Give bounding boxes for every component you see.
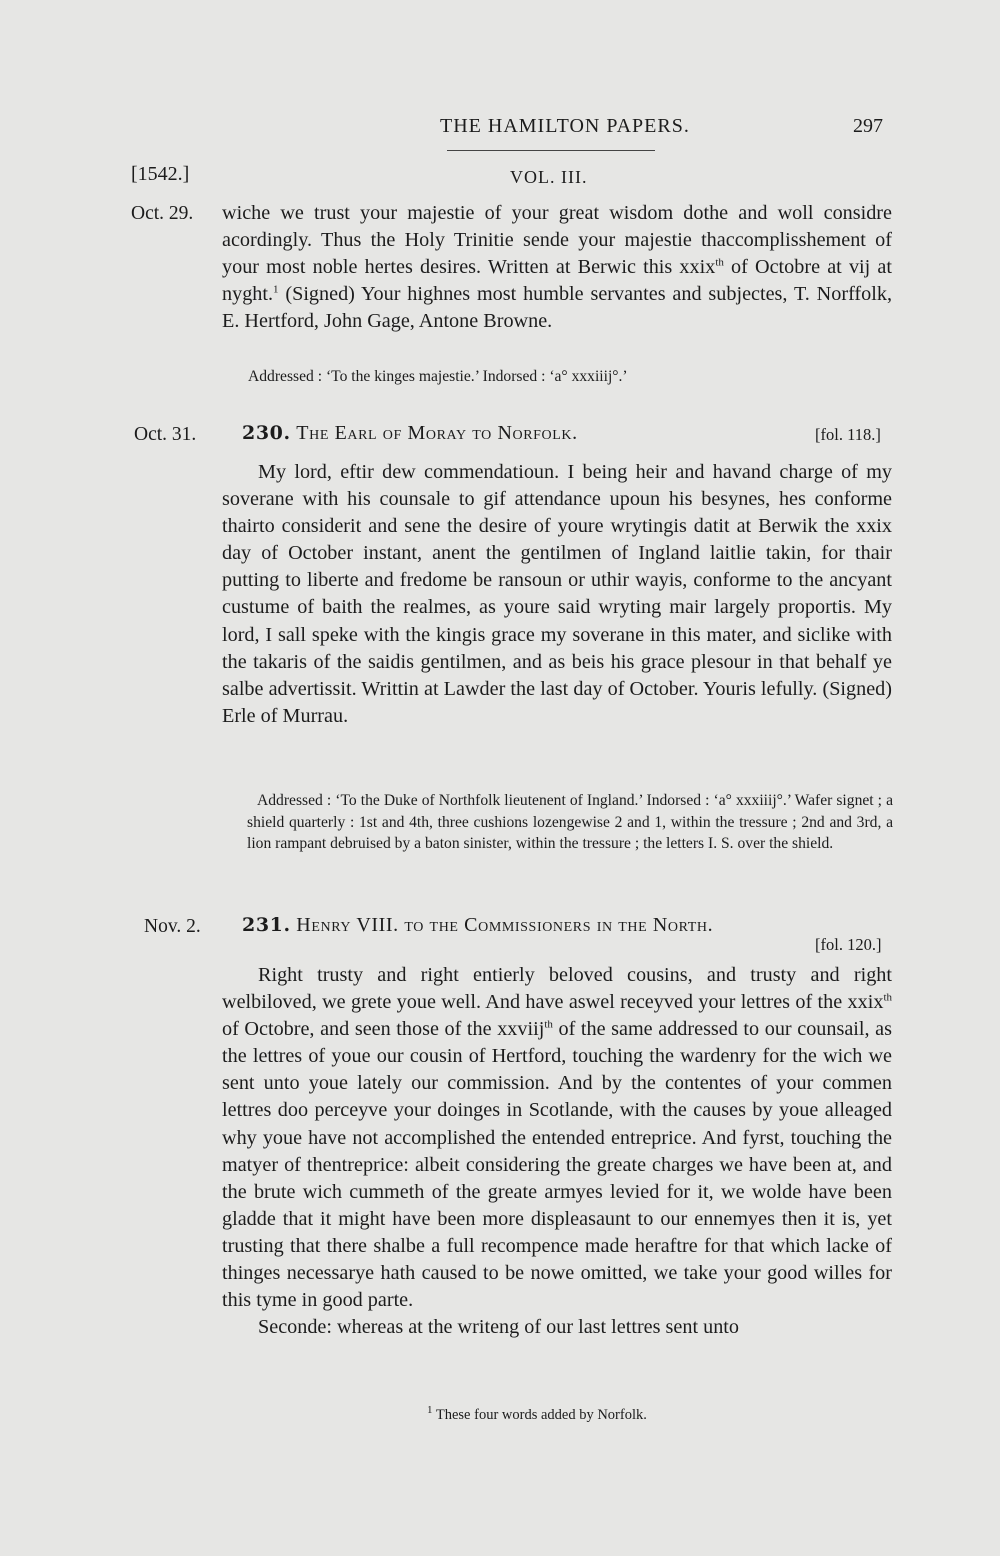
entry-231-text: [222, 962, 892, 1341]
page-number: 297: [853, 115, 883, 137]
entry-229-sup-a: th: [715, 256, 724, 269]
entry-229-date: Oct. 29.: [131, 203, 194, 224]
volume-label: VOL. III.: [510, 167, 588, 187]
footnote-marker: 1: [427, 1404, 433, 1417]
year-marker: [1542.]: [131, 163, 190, 185]
entry-231-p1-b: of Octobre, and seen those of the xxviij: [222, 1018, 545, 1041]
entry-229-text-b: of Octobre at vij at nyght.: [222, 256, 892, 306]
header-rule: [447, 150, 655, 151]
entry-231-title: Henry VIII. to the Commissioners in the North.: [296, 914, 714, 936]
footnote-reference: 1: [273, 283, 279, 296]
entry-229-text-c: (Signed) Your highnes most humble servantes and subjectes, T. Norffolk, E. Hertford, John Gage, Antone Browne.: [222, 283, 892, 333]
entry-231-p1-sup-b: th: [544, 1018, 553, 1031]
footnote: [427, 1404, 647, 1424]
entry-230-text: [222, 459, 892, 730]
entry-231-p1-a: Right trusty and right entierly beloved cousins, and trusty and right welbiloved, we grete youe well. And have aswel receyved your lettres of the xxix: [222, 964, 892, 1014]
entry-230-date: Oct. 31.: [134, 424, 197, 445]
entry-230-note: Addressed : ‘To the Duke of Northfolk lieutenent of Ingland.’ Indorsed : ‘a° xxxiiij°.’ Wafer signet ; a shield quarterly : 1st and 4th, three cushions lozengewise 2 and 1, within the tressure ; 2nd and 3rd, a lion rampant debruised by a baton sinister, within the tressure ; the letters I. S. over the shield.: [247, 792, 893, 852]
entry-231-folio: [fol. 120.]: [815, 935, 882, 954]
entry-230-paragraph: My lord, eftir dew commendatioun. I being heir and havand charge of my soverane with his counsale to gif attendance upoun his besynes, hes conforme thairto considerit and sene the desire of youre wrytingis datit at Berwik the xxix day of October instant, anent the gentilmen of Ingland laitlie takin, for thair putting to liberte and fredome be ransoun or uthir wayis, conforme to the ancyant custume of baith the realmes, as youre said wryting mair largely proportis. My lord, I sall speke with the kingis grace my soverane in this mater, and siclike with the takaris of the saidis gentilmen, and as beis his grace plesour in that behalf ye salbe advertissit. Writtin at Lawder the last day of October. Youris lefully. (Signed) Erle of Murrau.: [222, 461, 892, 727]
entry-229-note: Addressed : ‘To the kinges majestie.’ Indorsed : ‘a° xxxiiij°.’: [248, 368, 628, 385]
entry-231-paragraph-1: [222, 962, 892, 1314]
running-head: [0, 115, 1000, 145]
entry-231-p1-sup-a: th: [883, 991, 892, 1004]
running-title: THE HAMILTON PAPERS.: [440, 115, 690, 137]
entry-231-paragraph-2: Seconde: whereas at the writeng of our last lettres sent unto: [258, 1316, 739, 1339]
entry-230-title: The Earl of Moray to Norfolk.: [296, 422, 578, 444]
entry-231-p1-c: of the same addressed to our counsail, as the lettres of youe our cousin of Hertford, touching the wardenry for the wich we sent unto youe lately our commission. And by the contentes of your commen lettres doo perceyve your doinges in Scotlande, with the causes by youe alleaged why youe have not accomplished the entended entreprice. And fyrst, touching the matyer of thentreprice: albeit considering the greate charges we have been at, and the brute wich cummeth of the greate armyes levied for it, we wolde have been gladde that it might have been more displeasaunt to our ennemyes then it is, yet trusting that there shalbe a full recompence made heraftre for that which lacke of thinges necessarye hath caused to be nowe omitted, we take your good willes for this tyme in good parte.: [222, 1018, 892, 1312]
entry-230-heading: [242, 422, 578, 445]
entry-229-text-a: wiche we trust your majestie of your great wisdom dothe and woll considre acordingly. Thus the Holy Trinitie sende your majestie thaccomplisshement of your most noble hertes desires. Written at Berwic this xxix: [222, 202, 892, 279]
entry-230-number: 230.: [242, 422, 291, 444]
footnote-text: These four words added by Norfolk.: [432, 1407, 647, 1423]
entry-231-heading: [242, 914, 713, 937]
entry-231-date: Nov. 2.: [144, 916, 201, 937]
entry-230-folio: [fol. 118.]: [815, 425, 881, 444]
entry-229-text: [222, 200, 892, 335]
entry-231-number: 231.: [242, 914, 291, 936]
